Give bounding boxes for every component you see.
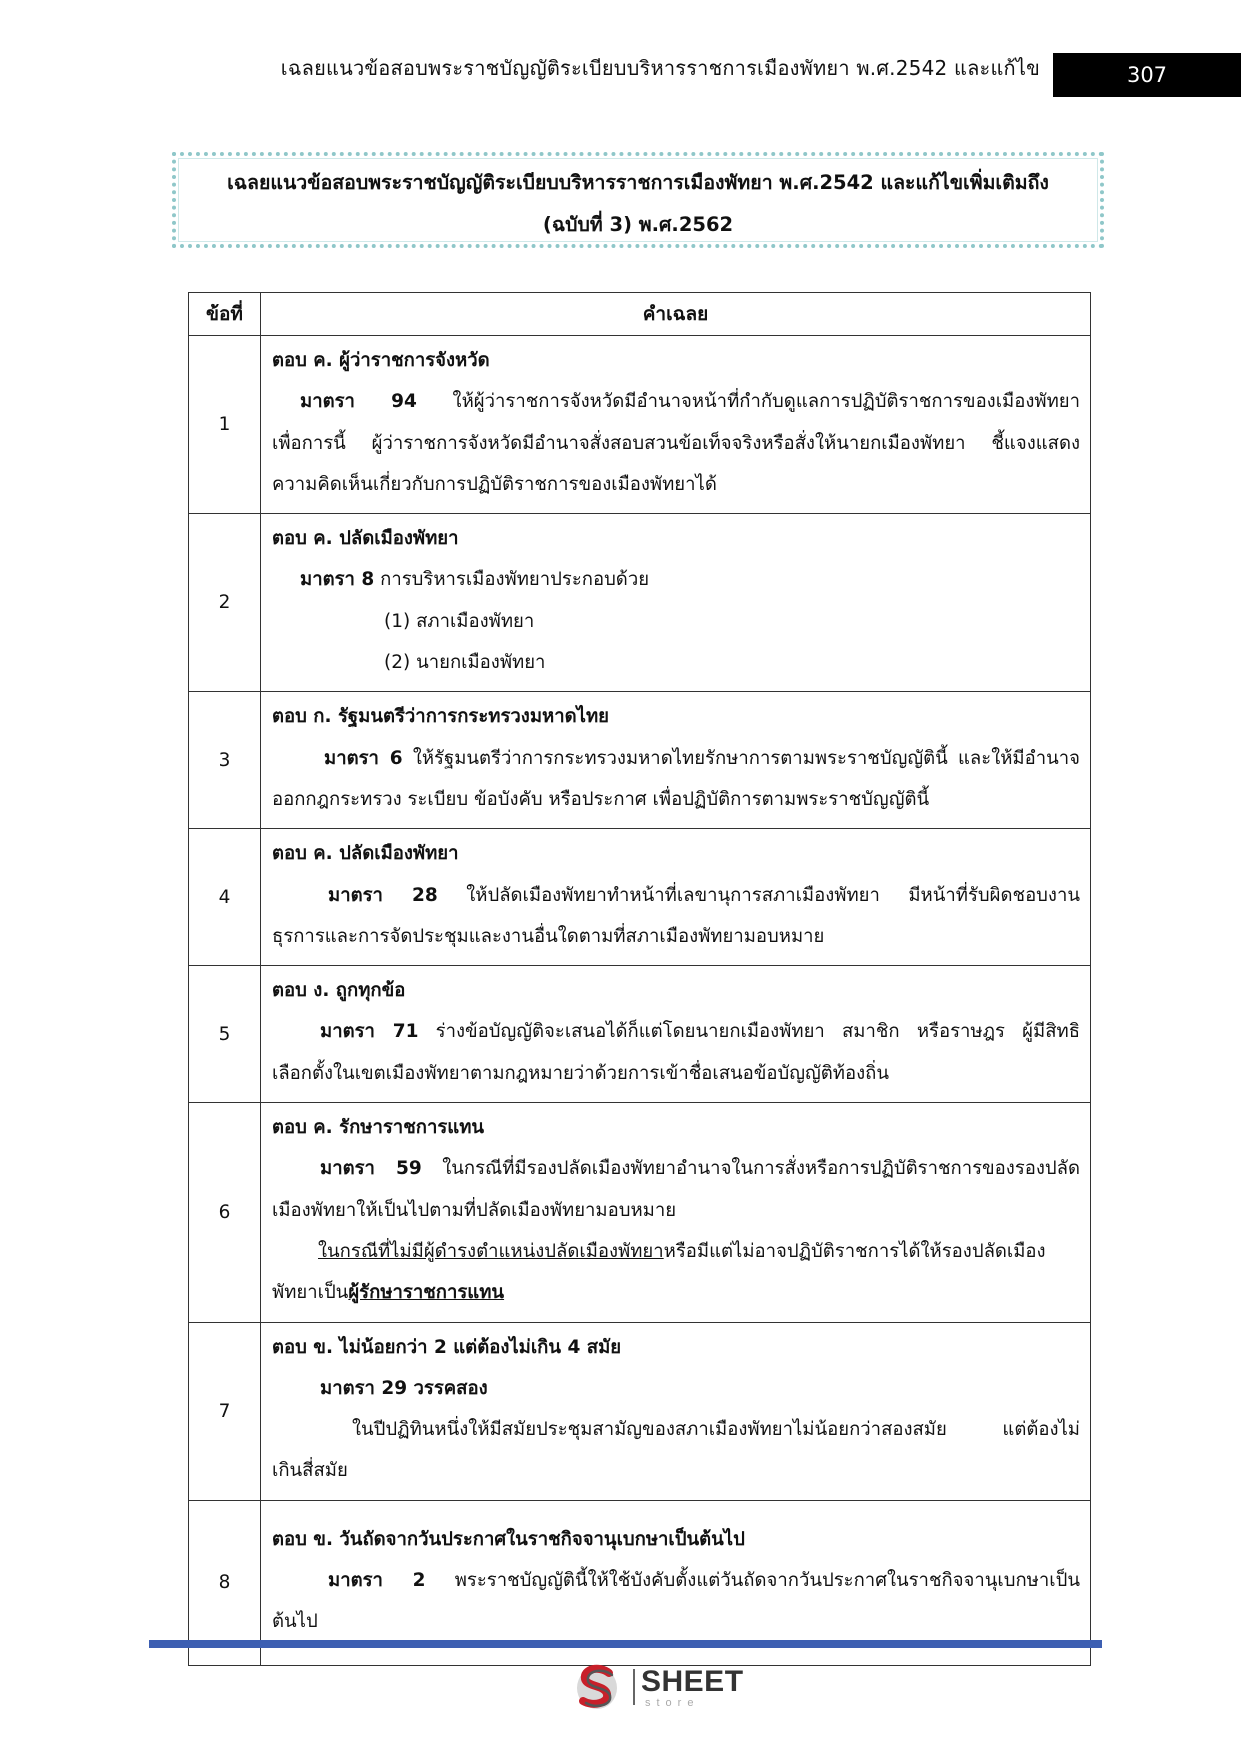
law-text-line: เพื่อการนี้ ผู้ว่าราชการจังหวัดมีอำนาจสั่งสอบสวนข้อเท็จจริงหรือสั่งให้นายกเมืองพัทยา ชี้แจงแสดง bbox=[272, 432, 1080, 454]
running-header bbox=[0, 0, 1241, 100]
law-text-line: มาตรา 28 ให้ปลัดเมืองพัทยาทำหน้าที่เลขานุการสภาเมืองพัทยา มีหน้าที่รับผิดชอบงาน bbox=[328, 884, 1080, 906]
list-item: (1) สภาเมืองพัทยา bbox=[384, 610, 535, 632]
table-row bbox=[189, 1322, 1091, 1500]
law-section: มาตรา 2 bbox=[328, 1570, 426, 1592]
law-text-line: ความคิดเห็นเกี่ยวกับการปฏิบัติราชการของเมืองพัทยาได้ bbox=[272, 473, 717, 495]
law-text-line: เมืองพัทยาให้เป็นไปตามที่ปลัดเมืองพัทยามอบหมาย bbox=[272, 1199, 677, 1221]
answer-choice: ตอบ ค. ผู้ว่าราชการจังหวัด bbox=[272, 350, 490, 371]
law-text-line: มาตรา 94 ให้ผู้ว่าราชการจังหวัดมีอำนาจหน้าที่กำกับดูแลการปฏิบัติราชการของเมืองพัทยา bbox=[300, 391, 1080, 413]
answer-choice: ตอบ ค. ปลัดเมืองพัทยา bbox=[272, 843, 459, 865]
law-section: มาตรา 59 bbox=[320, 1158, 422, 1180]
law-text-line: มาตรา 71 ร่างข้อบัญญัติจะเสนอได้ก็แต่โดยนายกเมืองพัทยา สมาชิก หรือราษฎร ผู้มีสิทธิ bbox=[320, 1021, 1080, 1043]
law-text-line: ออกกฎกระทรวง ระเบียบ ข้อบังคับ หรือประกาศ เพื่อปฏิบัติการตามพระราชบัญญัตินี้ bbox=[272, 788, 930, 810]
law-text-line: มาตรา 8 การบริหารเมืองพัทยาประกอบด้วย bbox=[300, 569, 650, 591]
answer-choice: ตอบ ง. ถูกทุกข้อ bbox=[272, 980, 406, 1002]
law-section: มาตรา 29 วรรคสอง bbox=[320, 1377, 488, 1399]
answer-choice: ตอบ ข. ไม่น้อยกว่า 2 แต่ต้องไม่เกิน 4 สมัย bbox=[272, 1336, 622, 1358]
law-section: มาตรา 6 bbox=[324, 747, 403, 769]
page-number: 307 bbox=[1053, 53, 1241, 97]
header-answer: คำเฉลย bbox=[261, 293, 1091, 336]
law-text-line: เลือกตั้งในเขตเมืองพัทยาตามกฎหมายว่าด้วยการเข้าชื่อเสนอข้อบัญญัติท้องถิ่น bbox=[272, 1062, 889, 1084]
table-row bbox=[189, 514, 1091, 692]
emphasized-term: ผู้รักษาราชการแทน bbox=[348, 1282, 505, 1304]
sheet-store-logo bbox=[575, 1661, 745, 1713]
row-number: 7 bbox=[189, 1322, 261, 1500]
row-number: 3 bbox=[189, 692, 261, 829]
law-text-line: ในปีปฏิทินหนึ่งให้มีสมัยประชุมสามัญของสภาเมืองพัทยาไม่น้อยกว่าสองสมัย แต่ต้องไม่ bbox=[352, 1419, 1080, 1441]
row-answer-cell bbox=[261, 1322, 1091, 1500]
row-number: 5 bbox=[189, 966, 261, 1103]
s-logo-icon bbox=[575, 1661, 625, 1713]
footer-rule bbox=[149, 1640, 1102, 1648]
row-answer-cell bbox=[261, 966, 1091, 1103]
row-answer-cell bbox=[261, 336, 1091, 514]
row-answer-cell bbox=[261, 514, 1091, 692]
law-text-line: มาตรา 6 ให้รัฐมนตรีว่าการกระทรวงมหาดไทยรักษาการตามพระราชบัญญัตินี้ และให้มีอำนาจ bbox=[324, 747, 1080, 769]
logo-word: SHEET bbox=[641, 1665, 744, 1698]
row-number: 1 bbox=[189, 336, 261, 514]
title-box bbox=[172, 152, 1104, 248]
table-row bbox=[189, 829, 1091, 966]
row-number: 8 bbox=[189, 1500, 261, 1665]
law-section: มาตรา 8 bbox=[300, 569, 375, 591]
row-number: 2 bbox=[189, 514, 261, 692]
law-text-line: ธุรการและการจัดประชุมและงานอื่นใดตามที่สภาเมืองพัทยามอบหมาย bbox=[272, 925, 825, 947]
law-text-line: เกินสี่สมัย bbox=[272, 1460, 348, 1482]
underlined-clause: ในกรณีที่ไม่มีผู้ดำรงตำแหน่งปลัดเมืองพัทยา bbox=[318, 1240, 664, 1262]
answer-table bbox=[188, 292, 1091, 1666]
answer-choice: ตอบ ข. วันถัดจากวันประกาศในราชกิจจานุเบกษาเป็นต้นไป bbox=[272, 1528, 745, 1550]
row-number: 4 bbox=[189, 829, 261, 966]
answer-choice: ตอบ ค. ปลัดเมืองพัทยา bbox=[272, 528, 459, 550]
law-text-line: ต้นไป bbox=[272, 1611, 318, 1633]
header-no: ข้อที่ bbox=[189, 293, 261, 336]
row-answer-cell bbox=[261, 829, 1091, 966]
table-row bbox=[189, 336, 1091, 514]
list-item: (2) นายกเมืองพัทยา bbox=[384, 652, 546, 674]
row-answer-cell bbox=[261, 692, 1091, 829]
table-row bbox=[189, 1103, 1091, 1322]
logo-subtext: store bbox=[645, 1697, 700, 1709]
answer-choice: ตอบ ก. รัฐมนตรีว่าการกระทรวงมหาดไทย bbox=[272, 706, 609, 728]
title-line-1: เฉลยแนวข้อสอบพระราชบัญญัติระเบียบบริหารราชการเมืองพัทยา พ.ศ.2542 และแก้ไขเพิ่มเติมถึง bbox=[227, 171, 1049, 194]
law-text-line: มาตรา 59 ในกรณีที่มีรองปลัดเมืองพัทยาอำนาจในการสั่งหรือการปฏิบัติราชการของรองปลัด bbox=[320, 1158, 1080, 1180]
law-section: มาตรา 94 bbox=[300, 391, 417, 413]
table-row bbox=[189, 966, 1091, 1103]
title-line-2: (ฉบับที่ 3) พ.ศ.2562 bbox=[542, 213, 734, 236]
row-answer-cell bbox=[261, 1103, 1091, 1322]
row-number: 6 bbox=[189, 1103, 261, 1322]
law-section: มาตรา 28 bbox=[328, 884, 438, 906]
law-text-line: ในกรณีที่ไม่มีผู้ดำรงตำแหน่งปลัดเมืองพัทยาหรือมีแต่ไม่อาจปฏิบัติราชการได้ให้รองปลัดเมือง bbox=[318, 1240, 1046, 1262]
table-row bbox=[189, 692, 1091, 829]
table-header-row bbox=[189, 293, 1091, 336]
running-title: เฉลยแนวข้อสอบพระราชบัญญัติระเบียบบริหารราชการเมืองพัทยา พ.ศ.2542 และแก้ไข bbox=[280, 56, 1040, 80]
answer-choice: ตอบ ค. รักษาราชการแทน bbox=[272, 1117, 485, 1139]
law-section: มาตรา 71 bbox=[320, 1021, 419, 1043]
logo-divider bbox=[633, 1669, 635, 1705]
law-text-line: พัทยาเป็นผู้รักษาราชการแทน bbox=[272, 1282, 505, 1304]
law-text-line: มาตรา 2 พระราชบัญญัตินี้ให้ใช้บังคับตั้งแต่วันถัดจากวันประกาศในราชกิจจานุเบกษาเป็น bbox=[328, 1570, 1080, 1592]
